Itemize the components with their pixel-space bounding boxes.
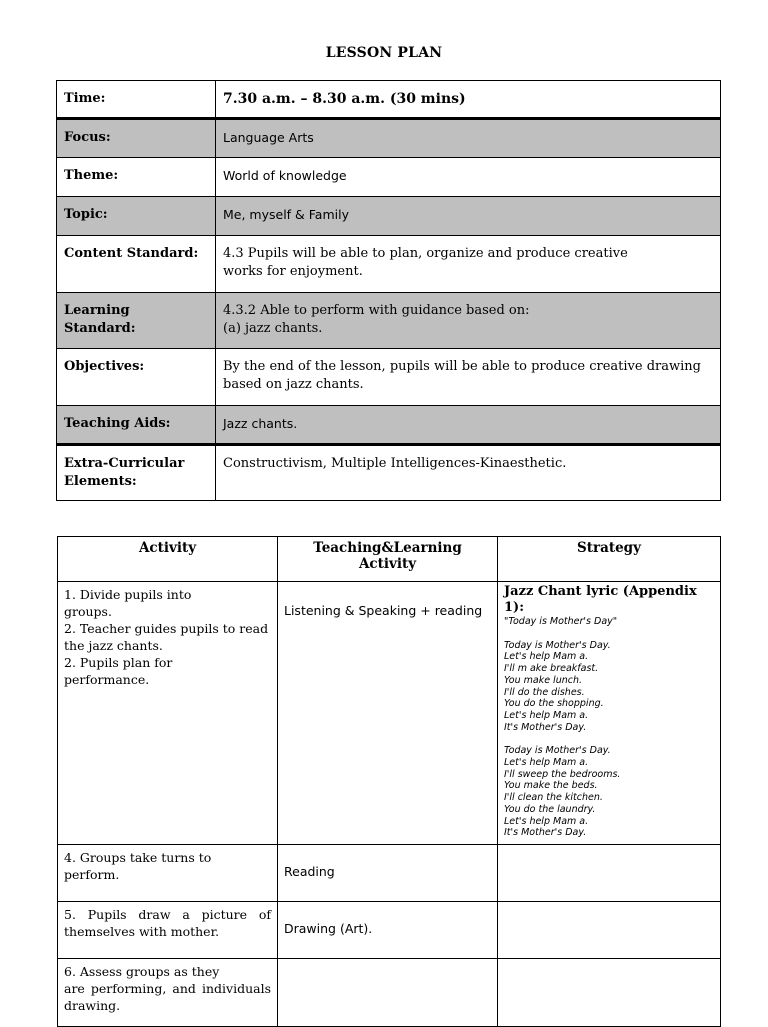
time-label: Time: [57, 81, 216, 119]
activity-1-cell [58, 582, 278, 845]
content-standard-line-1: 4.3 Pupils will be able to plan, organize and produce creative [223, 246, 628, 261]
extra-curricular-value: Constructivism, Multiple Intelligences-Kinaesthetic. [216, 445, 721, 501]
lyric-verse2-line-7: Let's help Mam a. [504, 815, 589, 827]
row-content-standard [57, 236, 721, 293]
objectives-line-2: based on jazz chants. [223, 377, 364, 392]
lyric-verse2-line-4: You make the beds. [504, 780, 598, 792]
strategy-3-cell [498, 902, 721, 959]
learning-standard-label [57, 293, 216, 349]
activity-1-line-3: 2. Teacher guides pupils to read [64, 621, 269, 636]
lyric-verse2-line-8: It's Mother's Day. [504, 827, 587, 839]
activity-2-line-1: 4. Groups take turns to [64, 850, 212, 865]
theme-value: World of knowledge [216, 158, 721, 197]
learning-standard-label-line-2: Standard: [64, 321, 136, 336]
lesson-info-table [56, 80, 721, 501]
row-teaching-aids [57, 406, 721, 445]
activity-1-line-2: groups. [64, 604, 112, 619]
strategy-4-cell [498, 959, 721, 1027]
lyric-verse1-line-5: I'll do the dishes. [504, 686, 585, 698]
header-strategy: Strategy [498, 537, 721, 582]
strategy-2-cell [498, 845, 721, 902]
tl-3-cell: Drawing (Art). [278, 902, 498, 959]
activity-row-2 [58, 845, 721, 902]
lyric-verse1-line-8: It's Mother's Day. [504, 721, 587, 733]
header-teaching-learning: Teaching&Learning Activity [278, 537, 498, 582]
activity-1-line-6: performance. [64, 672, 150, 687]
objectives-line-1: By the end of the lesson, pupils will be able to produce creative drawing [223, 359, 701, 374]
activity-4-line-2: are performing, and individuals drawing. [64, 981, 271, 1013]
header-activity: Activity [58, 537, 278, 582]
lyric-verse2-line-5: I'll clean the kitchen. [504, 792, 603, 804]
lyric-verse1-line-1: Today is Mother's Day. [504, 639, 611, 651]
time-value: 7.30 a.m. – 8.30 a.m. (30 mins) [216, 81, 721, 119]
row-topic [57, 197, 721, 236]
lyric-verse1-line-2: Let's help Mam a. [504, 651, 589, 663]
activity-4-cell [58, 959, 278, 1027]
teaching-aids-label: Teaching Aids: [57, 406, 216, 445]
content-standard-line-2: works for enjoyment. [223, 264, 363, 279]
tl-1-cell: Listening & Speaking + reading [278, 582, 498, 845]
learning-standard-value [216, 293, 721, 349]
activity-row-3 [58, 902, 721, 959]
learning-standard-line-1: 4.3.2 Able to perform with guidance based on: [223, 303, 530, 318]
focus-value: Language Arts [216, 119, 721, 158]
teaching-aids-value: Jazz chants. [216, 406, 721, 445]
activity-1-line-1: 1. Divide pupils into [64, 587, 192, 602]
activity-2-cell [58, 845, 278, 902]
activity-1-line-4: the jazz chants. [64, 638, 163, 653]
lyric-verse2-line-3: I'll sweep the bedrooms. [504, 768, 621, 780]
activity-row-4 [58, 959, 721, 1027]
extra-curricular-label-line-2: Elements: [64, 474, 137, 489]
row-learning-standard [57, 293, 721, 349]
lyric-verse1-line-3: I'll m ake breakfast. [504, 663, 599, 675]
strategy-heading: Jazz Chant lyric (Appendix 1): [504, 584, 697, 615]
tl-2-cell: Reading [278, 845, 498, 902]
activity-table [57, 536, 721, 1027]
lyric-verse1-line-6: You do the shopping. [504, 698, 604, 710]
row-objectives [57, 349, 721, 406]
row-extra-curricular [57, 445, 721, 501]
content-standard-label: Content Standard: [57, 236, 216, 293]
activity-2-line-2: perform. [64, 867, 120, 882]
activity-3-cell: 5. Pupils draw a picture of themselves with mother. [58, 902, 278, 959]
learning-standard-line-2: (a) jazz chants. [223, 321, 323, 336]
jazz-chant-lyric [504, 616, 714, 839]
page-title: LESSON PLAN [325, 45, 443, 61]
extra-curricular-label [57, 445, 216, 501]
activity-4-line-1: 6. Assess groups as they [64, 964, 220, 979]
activity-header-row [58, 537, 721, 582]
tl-4-cell [278, 959, 498, 1027]
topic-label: Topic: [57, 197, 216, 236]
activity-1-line-5: 2. Pupils plan for [64, 655, 173, 670]
objectives-label: Objectives: [57, 349, 216, 406]
extra-curricular-label-line-1: Extra-Curricular [64, 456, 185, 471]
lyric-verse1-line-7: Let's help Mam a. [504, 709, 589, 721]
row-focus [57, 119, 721, 158]
lyric-verse1-line-4: You make lunch. [504, 674, 582, 686]
lyric-title: "Today is Mother's Day" [504, 616, 618, 627]
row-theme [57, 158, 721, 197]
focus-label: Focus: [57, 119, 216, 158]
activity-row-1 [58, 582, 721, 845]
lyric-verse2-line-1: Today is Mother's Day. [504, 745, 611, 757]
learning-standard-label-line-1: Learning [64, 303, 130, 318]
theme-label: Theme: [57, 158, 216, 197]
content-standard-value [216, 236, 721, 293]
strategy-1-cell [498, 582, 721, 845]
topic-value: Me, myself & Family [216, 197, 721, 236]
lyric-verse2-line-6: You do the laundry. [504, 803, 596, 815]
objectives-value [216, 349, 721, 406]
row-time [57, 81, 721, 119]
lyric-verse2-line-2: Let's help Mam a. [504, 757, 589, 769]
